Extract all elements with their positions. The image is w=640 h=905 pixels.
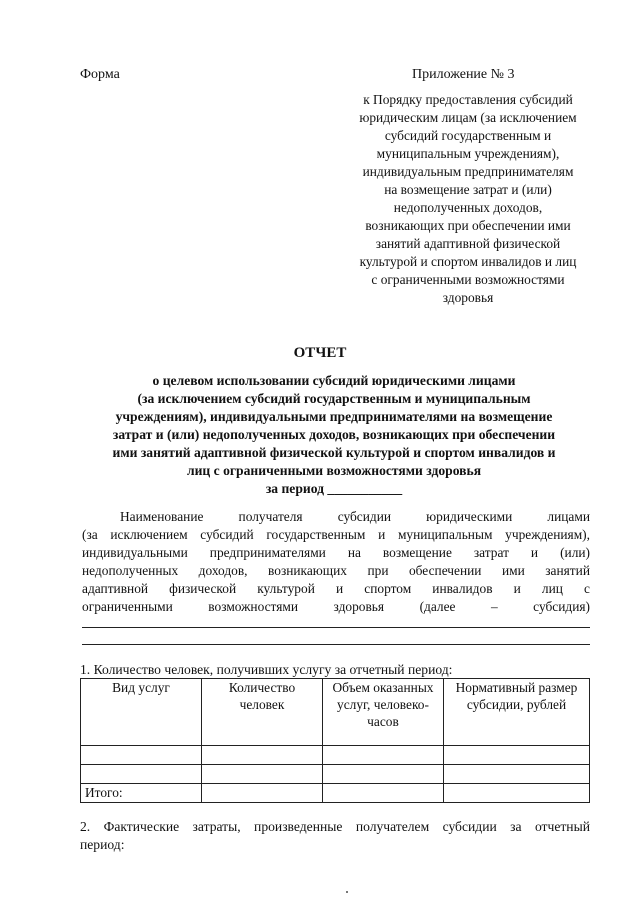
appendix-line: недополученных доходов, [393, 200, 543, 215]
appendix-line: занятий адаптивной физической [375, 236, 561, 251]
form-label: Форма [80, 67, 120, 82]
appendix-line: на возмещение затрат и (или) [384, 182, 552, 197]
column-header: Нормативный размер субсидии, рублей [444, 679, 590, 746]
appendix-line: здоровья [442, 290, 494, 305]
recipient-line: индивидуальными предпринимателями на возмещение затрат и (или) [82, 545, 590, 560]
report-subtitle [84, 372, 584, 498]
appendix-line: субсидий государственным и [384, 128, 552, 143]
appendix-line: возникающих при обеспечении ими [365, 218, 571, 233]
appendix-line: культурой и спортом инвалидов и лиц [359, 254, 577, 269]
column-header: Объем оказанных услуг, человеко-часов [323, 679, 444, 746]
appendix-number: Приложение № 3 [412, 67, 515, 82]
scan-speck [346, 891, 348, 893]
table-cell[interactable] [202, 765, 323, 784]
period-label: за период ___________ [265, 481, 403, 496]
table-cell[interactable] [81, 765, 202, 784]
subtitle-line: о целевом использовании субсидий юридическими лицами [152, 373, 516, 388]
column-header: Количество человек [202, 679, 323, 746]
table-cell[interactable] [323, 765, 444, 784]
column-header: Вид услуг [81, 679, 202, 746]
table-cell[interactable] [444, 765, 590, 784]
table-cell[interactable] [323, 746, 444, 765]
table-cell[interactable] [202, 746, 323, 765]
appendix-line: юридическим лицам (за исключением [359, 110, 577, 125]
recipient-line: ограниченными возможностями здоровья (далее – субсидия) [82, 599, 590, 614]
subtitle-line: ими занятий адаптивной физической культурой и спортом инвалидов и [112, 445, 556, 460]
section1-heading: 1. Количество человек, получивших услугу за отчетный период: [80, 662, 453, 677]
table-row [81, 765, 590, 784]
recipient-fill-line[interactable] [82, 644, 590, 645]
subtitle-line: (за исключением субсидий государственным и муниципальным [137, 391, 531, 406]
appendix-line: к Порядку предоставления субсидий [363, 92, 573, 107]
recipient-line: (за исключением субсидий государственным и муниципальным учреждениям), [82, 527, 590, 542]
appendix-line: муниципальным учреждениям), [376, 146, 560, 161]
subtitle-line: лиц с ограниченными возможностями здоровья [186, 463, 482, 478]
appendix-reference [338, 91, 598, 307]
recipient-paragraph [82, 508, 590, 616]
report-title: ОТЧЕТ [293, 345, 347, 361]
subtitle-line: учреждениям), индивидуальными предпринимателями на возмещение [115, 409, 553, 424]
appendix-line: с ограниченными возможностями [371, 272, 565, 287]
table-cell[interactable] [444, 784, 590, 803]
total-label: Итого: [81, 784, 202, 803]
table-total-row [81, 784, 590, 803]
section2-line: период: [80, 837, 125, 852]
recipient-line: Наименование получателя субсидии юридическими лицами [120, 509, 590, 524]
table-cell[interactable] [81, 746, 202, 765]
subtitle-line: затрат и (или) недополученных доходов, возникающих при обеспечении [112, 427, 556, 442]
table-row [81, 746, 590, 765]
table-header-row [81, 679, 590, 746]
recipient-line: недополученных доходов, возникающих при обеспечении ими занятий [82, 563, 590, 578]
table-cell[interactable] [202, 784, 323, 803]
recipient-line: адаптивной физической культурой и спортом инвалидов и лиц с [82, 581, 590, 596]
table-cell[interactable] [323, 784, 444, 803]
recipient-fill-line[interactable] [82, 627, 590, 628]
section2-heading [80, 818, 590, 854]
appendix-line: индивидуальным предпринимателям [362, 164, 574, 179]
section2-line: 2. Фактические затраты, произведенные получателем субсидии за отчетный [80, 819, 590, 834]
table-cell[interactable] [444, 746, 590, 765]
services-table [80, 678, 590, 803]
